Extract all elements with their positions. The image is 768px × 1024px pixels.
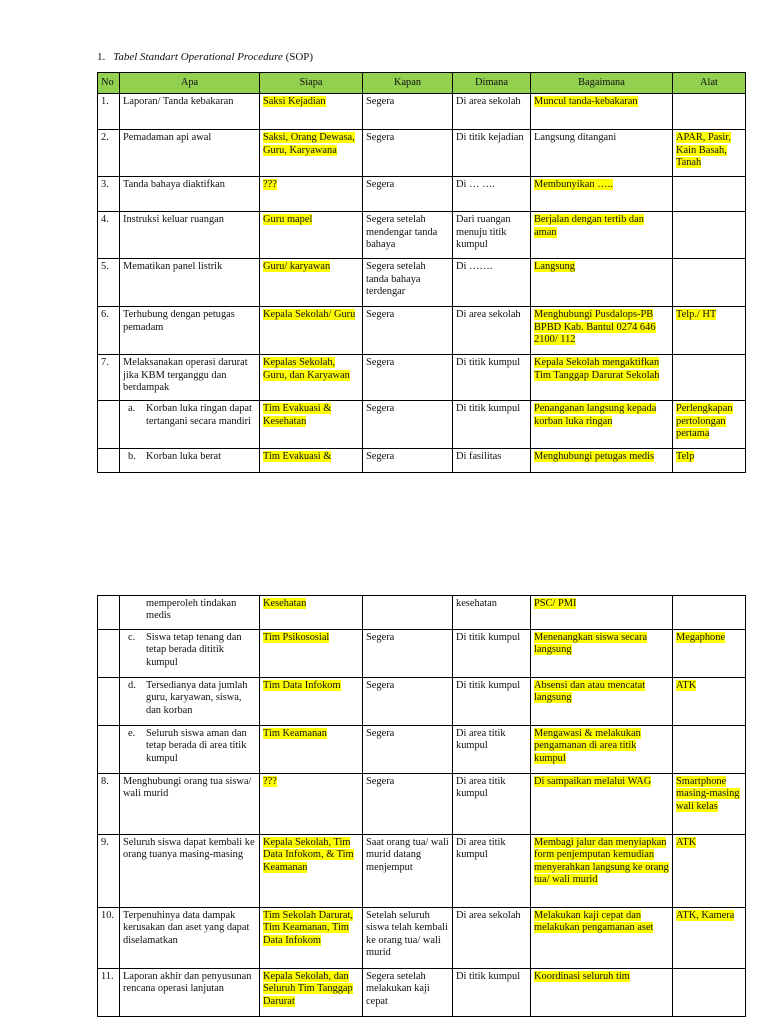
cell-kapan: Segera — [363, 774, 453, 835]
highlighted-text: Muncul tanda-kebakaran — [534, 96, 638, 108]
cell-dimana: Di … …. — [453, 177, 531, 212]
cell-alat — [673, 678, 746, 726]
caption-suffix: (SOP) — [282, 51, 314, 63]
highlighted-text: Saksi, Orang Dewasa, Guru, Karyawana — [263, 132, 355, 156]
cell-no: 4. — [98, 212, 120, 259]
table-row — [98, 130, 746, 177]
cell-dimana: Di area titik kumpul — [453, 835, 531, 908]
cell-no: 5. — [98, 259, 120, 307]
highlighted-text: Guru/ karyawan — [263, 261, 331, 273]
cell-alat — [673, 969, 746, 1017]
table-row — [98, 774, 746, 835]
highlighted-text: Mengawasi & melakukan pengamanan di area titik kumpul — [534, 728, 641, 764]
table-row — [98, 259, 746, 307]
header-dimana: Dimana — [453, 73, 531, 94]
sub-item-letter: c. — [128, 632, 136, 643]
highlighted-text: Megaphone — [676, 632, 726, 643]
cell-no — [98, 596, 120, 630]
highlighted-text: Guru mapel — [263, 214, 313, 226]
table-header — [98, 73, 746, 94]
caption-number: 1. — [97, 51, 106, 63]
cell-kapan — [363, 596, 453, 630]
cell-dimana: Di ……. — [453, 259, 531, 307]
table-caption — [97, 51, 313, 63]
cell-no: 7. — [98, 355, 120, 401]
highlighted-text: Kepala Sekolah mengaktifkan Tim Tanggap Darurat Sekolah — [534, 357, 660, 381]
cell-apa: Instruksi keluar ruangan — [120, 212, 260, 259]
table-row — [98, 630, 746, 678]
cell-no: 11. — [98, 969, 120, 1017]
highlighted-text: ATK — [676, 837, 697, 848]
sub-item-text: Korban luka berat — [146, 451, 222, 463]
cell-alat — [673, 726, 746, 774]
cell-apa: Melaksanakan operasi darurat jika KBM terganggu dan berdampak — [120, 355, 260, 401]
cell-siapa — [260, 630, 363, 678]
cell-alat — [673, 630, 746, 678]
cell-alat — [673, 94, 746, 130]
cell-dimana: Di fasilitas — [453, 449, 531, 473]
highlighted-text: APAR, Pasir, Kain Basah, Tanah — [676, 132, 731, 169]
cell-bagaimana — [531, 726, 673, 774]
highlighted-text: Tim Psikososial — [263, 632, 330, 643]
cell-siapa — [260, 835, 363, 908]
cell-kapan: Segera — [363, 678, 453, 726]
cell-apa: Tanda bahaya diaktifkan — [120, 177, 260, 212]
cell-dimana: Di area titik kumpul — [453, 726, 531, 774]
cell-siapa — [260, 94, 363, 130]
cell-no — [98, 630, 120, 678]
cell-dimana: Di area sekolah — [453, 307, 531, 355]
cell-no: 9. — [98, 835, 120, 908]
highlighted-text: Kepalas Sekolah, Guru, dan Karyawan — [263, 357, 350, 381]
cell-kapan: Segera — [363, 355, 453, 401]
cell-no: 10. — [98, 908, 120, 969]
cell-siapa — [260, 969, 363, 1017]
cell-kapan: Setelah seluruh siswa telah kembali ke orang tua/ wali murid — [363, 908, 453, 969]
cell-alat — [673, 307, 746, 355]
cell-apa: Menghubungi orang tua siswa/ wali murid — [120, 774, 260, 835]
cell-alat — [673, 355, 746, 401]
sub-item-text: Siswa tetap tenang dan tetap berada dititik kumpul — [146, 632, 242, 668]
cell-apa — [120, 678, 260, 726]
cell-bagaimana — [531, 969, 673, 1017]
header-no: No — [98, 73, 120, 94]
highlighted-text: Membunyikan ….. — [534, 179, 613, 191]
cell-kapan: Segera — [363, 449, 453, 473]
highlighted-text: ??? — [263, 179, 277, 191]
highlighted-text: Tim Data Infokom — [263, 680, 341, 691]
highlighted-text: Langsung — [534, 261, 575, 273]
highlighted-text: Telp./ HT — [676, 309, 717, 321]
cell-bagaimana — [531, 177, 673, 212]
sub-item-letter: d. — [128, 680, 136, 691]
cell-bagaimana — [531, 449, 673, 473]
cell-apa: Laporan akhir dan penyusunan rencana operasi lanjutan — [120, 969, 260, 1017]
cell-dimana: Di titik kumpul — [453, 969, 531, 1017]
table-row — [98, 94, 746, 130]
cell-dimana: Di titik kumpul — [453, 355, 531, 401]
table-row — [98, 908, 746, 969]
cell-bagaimana — [531, 835, 673, 908]
highlighted-text: Menghubungi Pusdalops-PB BPBD Kab. Bantul 0274 646 2100/ 112 — [534, 309, 656, 346]
table-row — [98, 307, 746, 355]
cell-apa: Pemadaman api awal — [120, 130, 260, 177]
header-bagaimana: Bagaimana — [531, 73, 673, 94]
cell-dimana: Di area sekolah — [453, 94, 531, 130]
table-row — [98, 678, 746, 726]
cell-bagaimana — [531, 908, 673, 969]
highlighted-text: Membagi jalur dan menyiapkan form penjemputan kemudian menyerahkan langsung ke orang tua/ wali murid — [534, 837, 669, 886]
cell-kapan: Segera setelah tanda bahaya terdengar — [363, 259, 453, 307]
sub-item-text: Tersedianya data jumlah guru, karyawan, siswa, dan korban — [146, 680, 248, 716]
cell-alat — [673, 401, 746, 449]
header-apa: Apa — [120, 73, 260, 94]
cell-kapan: Segera — [363, 177, 453, 212]
cell-dimana: Di titik kumpul — [453, 630, 531, 678]
cell-no — [98, 449, 120, 473]
cell-no: 8. — [98, 774, 120, 835]
cell-kapan: Saat orang tua/ wali murid datang menjemput — [363, 835, 453, 908]
cell-bagaimana — [531, 596, 673, 630]
cell-dimana: Dari ruangan menuju titik kumpul — [453, 212, 531, 259]
cell-bagaimana — [531, 259, 673, 307]
header-kapan: Kapan — [363, 73, 453, 94]
sub-item-text: Korban luka ringan dapat tertangani secara mandiri — [146, 403, 252, 427]
cell-siapa — [260, 678, 363, 726]
sub-item-text: Seluruh siswa aman dan tetap berada di area titik kumpul — [146, 728, 247, 764]
cell-bagaimana — [531, 212, 673, 259]
cell-siapa — [260, 774, 363, 835]
highlighted-text: Tim Keamanan — [263, 728, 327, 739]
highlighted-text: ATK — [676, 680, 697, 691]
cell-no: 6. — [98, 307, 120, 355]
cell-alat — [673, 596, 746, 630]
cell-no — [98, 726, 120, 774]
cell-dimana: Di area sekolah — [453, 908, 531, 969]
cell-siapa — [260, 449, 363, 473]
highlighted-text: Saksi Kejadian — [263, 96, 326, 108]
cell-apa — [120, 630, 260, 678]
cell-alat — [673, 908, 746, 969]
cell-alat — [673, 835, 746, 908]
cell-apa — [120, 596, 260, 630]
sub-item-letter: e. — [128, 728, 136, 739]
caption-title: Tabel Standart Operational Procedure — [113, 51, 283, 63]
highlighted-text: Smartphone masing-masing wali kelas — [676, 776, 740, 812]
cell-bagaimana — [531, 630, 673, 678]
header-siapa: Siapa — [260, 73, 363, 94]
highlighted-text: ATK, Kamera — [676, 910, 735, 921]
highlighted-text: Penanganan langsung kepada korban luka ringan — [534, 403, 657, 427]
cell-dimana: Di titik kejadian — [453, 130, 531, 177]
cell-bagaimana — [531, 401, 673, 449]
sub-item-text: memperoleh tindakan medis — [146, 598, 237, 622]
cell-kapan: Segera — [363, 307, 453, 355]
cell-siapa — [260, 908, 363, 969]
cell-apa: Seluruh siswa dapat kembali ke orang tuanya masing-masing — [120, 835, 260, 908]
highlighted-text: Di sampaikan melalui WAG — [534, 776, 652, 787]
cell-apa — [120, 726, 260, 774]
highlighted-text: Kepala Sekolah, Tim Data Infokom, & Tim Keamanan — [263, 837, 354, 873]
table-row — [98, 355, 746, 401]
table-row — [98, 969, 746, 1017]
cell-kapan: Segera — [363, 94, 453, 130]
cell-dimana: Di titik kumpul — [453, 401, 531, 449]
sop-table-page-2 — [97, 595, 746, 1017]
highlighted-text: Menenangkan siswa secara langsung — [534, 632, 648, 656]
cell-apa: Terpenuhinya data dampak kerusakan dan aset yang dapat diselamatkan — [120, 908, 260, 969]
highlighted-text: Tim Evakuasi & Kesehatan — [263, 403, 332, 427]
cell-kapan: Segera — [363, 726, 453, 774]
cell-no — [98, 678, 120, 726]
cell-bagaimana — [531, 678, 673, 726]
cell-siapa — [260, 177, 363, 212]
cell-bagaimana — [531, 307, 673, 355]
cell-apa: Laporan/ Tanda kebakaran — [120, 94, 260, 130]
cell-dimana: Di titik kumpul — [453, 678, 531, 726]
cell-alat — [673, 449, 746, 473]
cell-dimana: kesehatan — [453, 596, 531, 630]
cell-no: 1. — [98, 94, 120, 130]
cell-kapan: Segera setelah melakukan kaji cepat — [363, 969, 453, 1017]
highlighted-text: Tim Sekolah Darurat, Tim Keamanan, Tim Data Infokom — [263, 910, 353, 946]
cell-no — [98, 401, 120, 449]
cell-siapa — [260, 726, 363, 774]
cell-apa — [120, 401, 260, 449]
cell-apa — [120, 449, 260, 473]
highlighted-text: Menghubungi petugas medis — [534, 451, 655, 463]
table-row — [98, 596, 746, 630]
table-row — [98, 835, 746, 908]
cell-kapan: Segera — [363, 130, 453, 177]
highlighted-text: Koordinasi seluruh tim — [534, 971, 630, 982]
sop-table-page-1 — [97, 72, 746, 473]
cell-kapan: Segera setelah mendengar tanda bahaya — [363, 212, 453, 259]
highlighted-text: Telp — [676, 451, 695, 463]
cell-siapa — [260, 596, 363, 630]
cell-siapa — [260, 355, 363, 401]
cell-alat — [673, 177, 746, 212]
cell-apa: Mematikan panel listrik — [120, 259, 260, 307]
cell-kapan: Segera — [363, 630, 453, 678]
cell-siapa — [260, 130, 363, 177]
cell-bagaimana — [531, 94, 673, 130]
highlighted-text: Melakukan kaji cepat dan melakukan pengamanan aset — [534, 910, 654, 934]
highlighted-text: ??? — [263, 776, 277, 787]
sub-item-letter: b. — [128, 451, 136, 463]
cell-kapan: Segera — [363, 401, 453, 449]
cell-siapa — [260, 307, 363, 355]
header-alat: Alat — [673, 73, 746, 94]
table-row — [98, 177, 746, 212]
cell-apa: Terhubung dengan petugas pemadam — [120, 307, 260, 355]
highlighted-text: Tim Evakuasi & — [263, 451, 332, 463]
cell-alat — [673, 774, 746, 835]
table-row — [98, 212, 746, 259]
cell-siapa — [260, 212, 363, 259]
highlighted-text: Kepala Sekolah, dan Seluruh Tim Tanggap Darurat — [263, 971, 353, 1007]
cell-bagaimana — [531, 774, 673, 835]
cell-no: 3. — [98, 177, 120, 212]
table-row — [98, 726, 746, 774]
table-row — [98, 401, 746, 449]
highlighted-text: Kepala Sekolah/ Guru — [263, 309, 356, 321]
cell-bagaimana — [531, 355, 673, 401]
cell-siapa — [260, 401, 363, 449]
sub-item-letter: a. — [128, 403, 136, 415]
highlighted-text: Perlengkapan pertolongan pertama — [676, 403, 733, 440]
cell-bagaimana: Langsung ditangani — [531, 130, 673, 177]
cell-siapa — [260, 259, 363, 307]
highlighted-text: Absensi dan atau mencatat langsung — [534, 680, 646, 704]
cell-alat — [673, 130, 746, 177]
highlighted-text: PSC/ PMI — [534, 598, 577, 609]
cell-alat — [673, 259, 746, 307]
highlighted-text: Kesehatan — [263, 598, 307, 609]
cell-alat — [673, 212, 746, 259]
cell-dimana: Di area titik kumpul — [453, 774, 531, 835]
cell-no: 2. — [98, 130, 120, 177]
table-row — [98, 449, 746, 473]
highlighted-text: Berjalan dengan tertib dan aman — [534, 214, 644, 238]
